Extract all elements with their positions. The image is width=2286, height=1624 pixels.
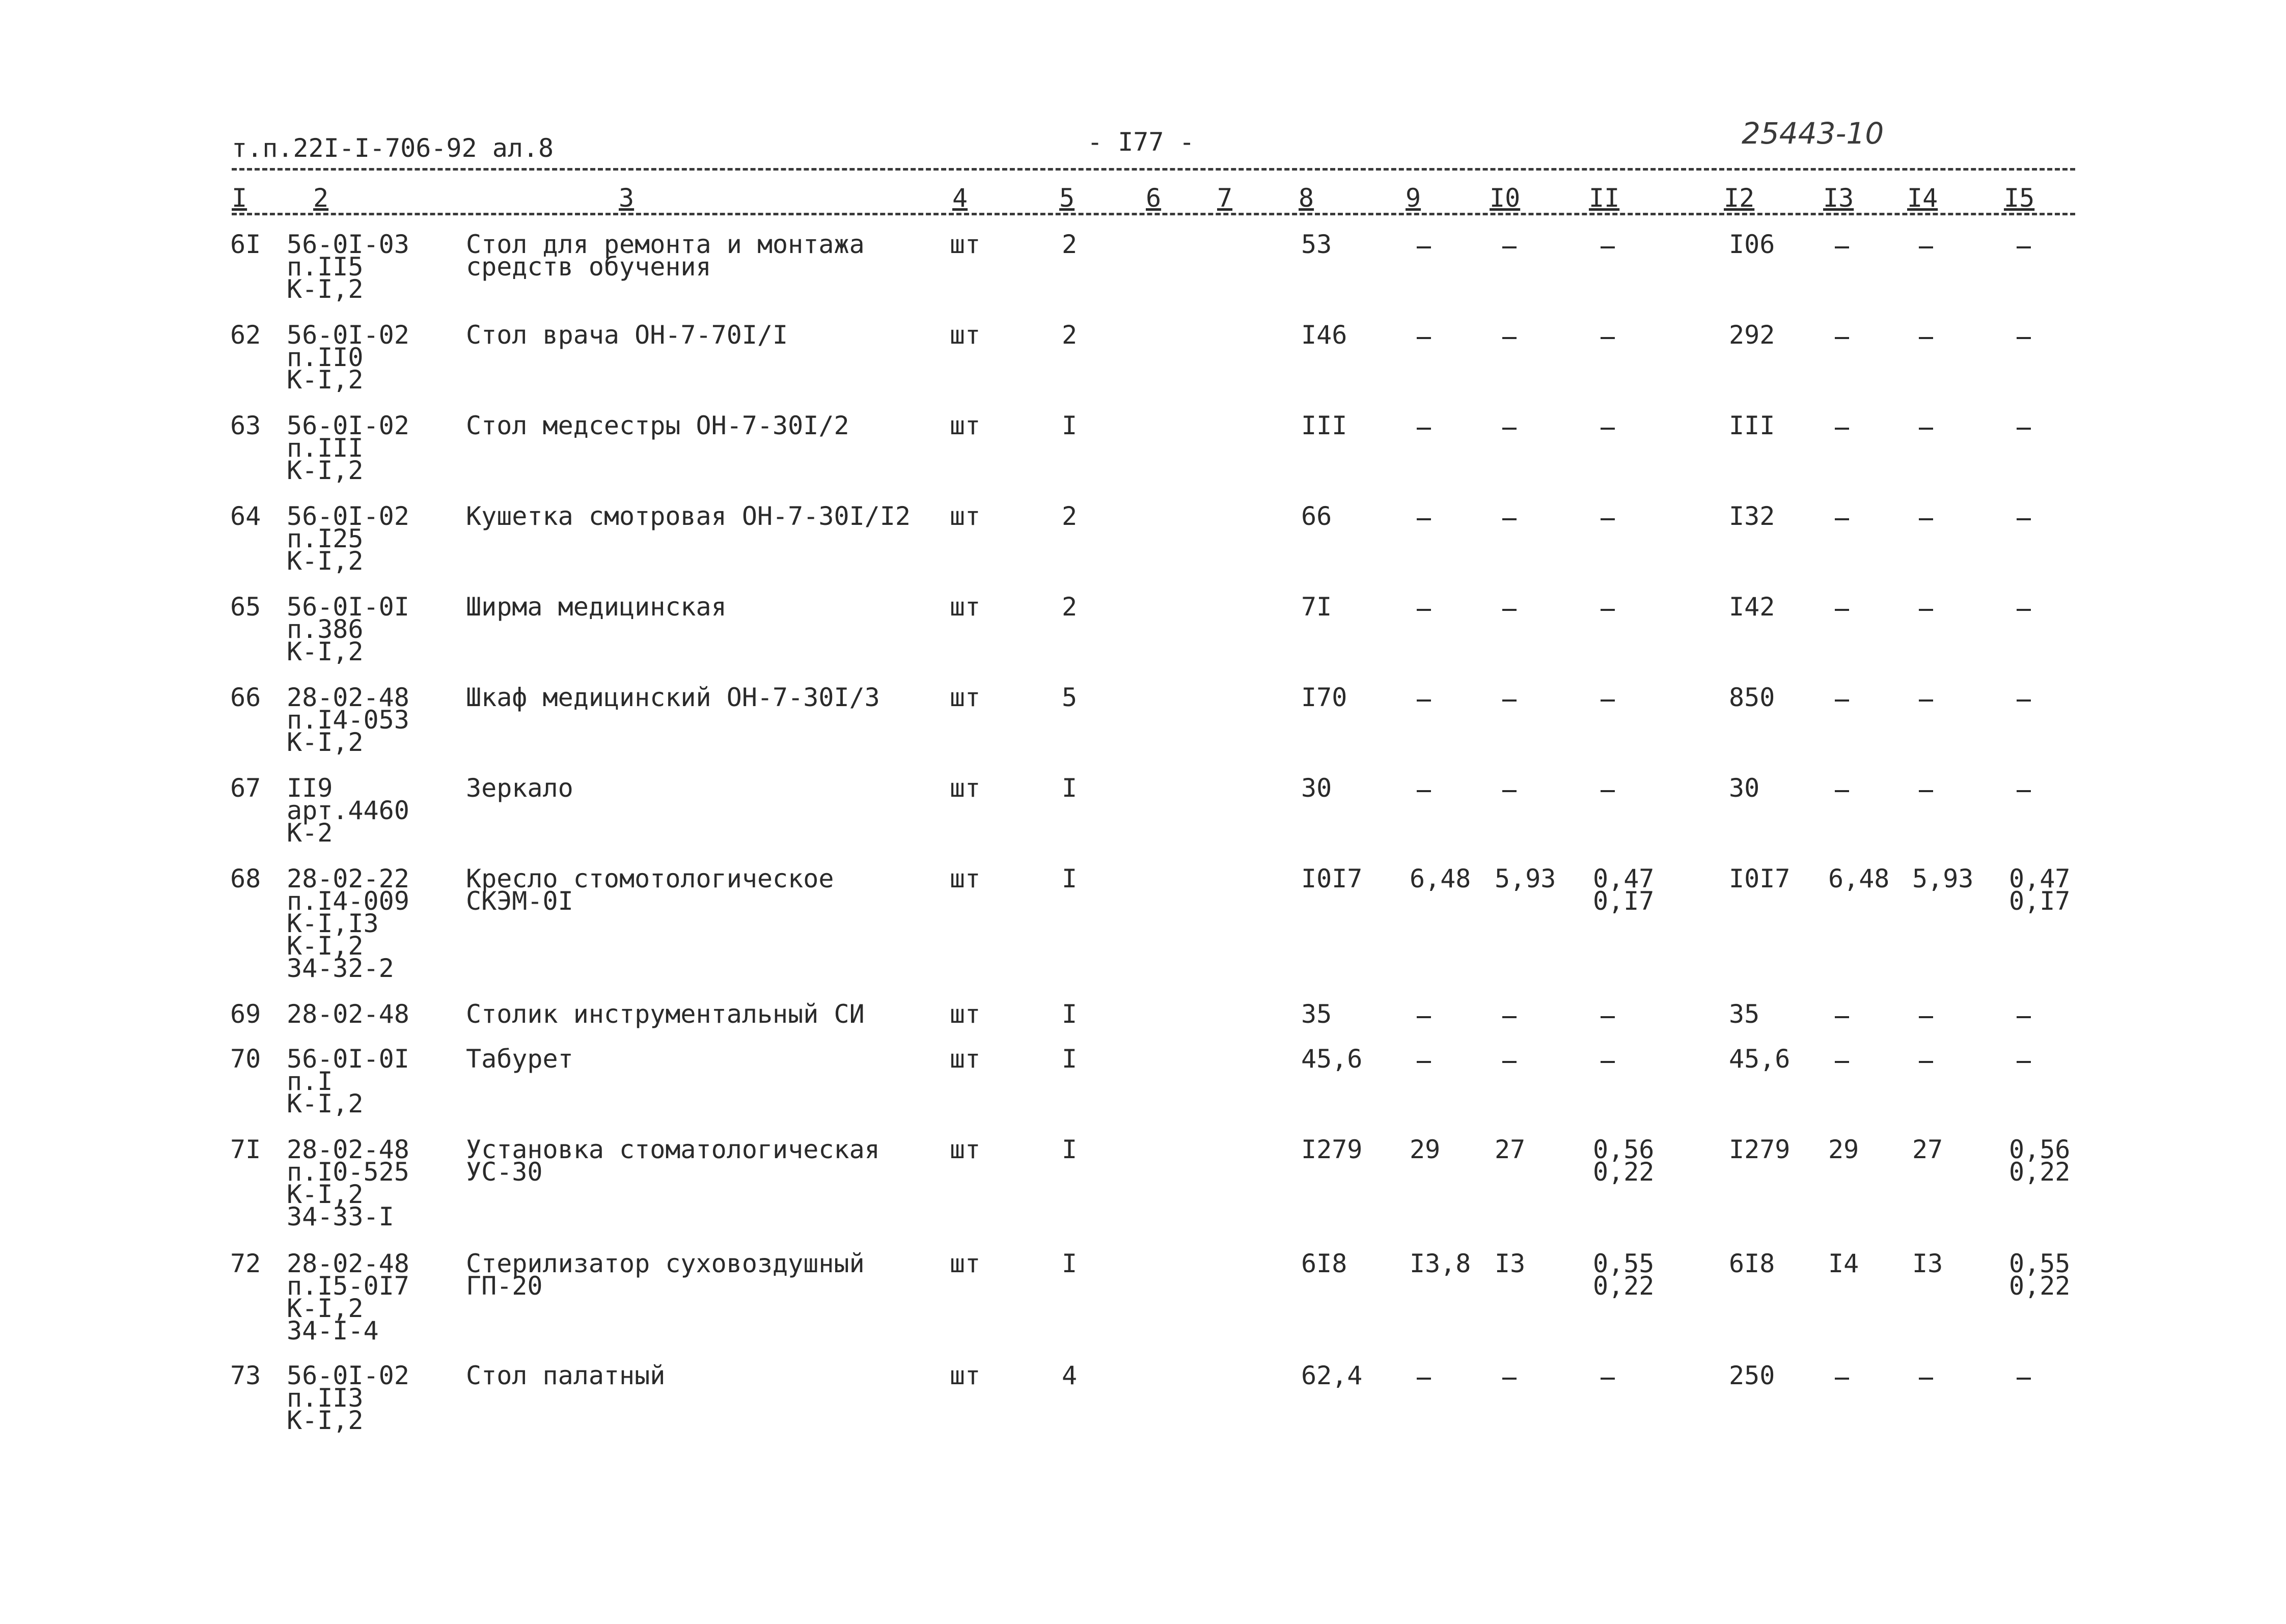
column-number-4: 4 (952, 183, 968, 213)
column-number-9: 9 (1406, 183, 1421, 213)
cell-unit: шт (950, 501, 981, 531)
empty-value-dash (1601, 1016, 1615, 1018)
empty-value-dash (1417, 790, 1431, 792)
cell-unit: шт (950, 773, 981, 803)
cell-c13: 6,48 (1828, 864, 1890, 893)
column-number-7: 7 (1217, 183, 1233, 213)
cell-c8: 45,6 (1301, 1044, 1363, 1074)
cell-qty: I (1062, 1249, 1078, 1278)
cell-code: 56-0I-0I п.I К-I,2 (287, 1044, 409, 1118)
cell-name: Столик инструментальный СИ (466, 999, 865, 1029)
empty-value-dash (1417, 1378, 1431, 1380)
cell-qty: 4 (1062, 1361, 1078, 1390)
cell-c12: 6I8 (1729, 1249, 1775, 1278)
cell-c12: III (1729, 411, 1775, 440)
cell-qty: I (1062, 773, 1078, 803)
empty-value-dash (1835, 337, 1849, 339)
empty-value-dash (1919, 609, 1933, 611)
cell-code: 56-0I-03 п.II5 К-I,2 (287, 230, 409, 304)
cell-code: 56-0I-0I п.386 К-I,2 (287, 592, 409, 666)
cell-unit: шт (950, 864, 981, 893)
empty-value-dash (1919, 790, 1933, 792)
empty-value-dash (1919, 518, 1933, 520)
cell-unit: шт (950, 592, 981, 622)
cell-unit: шт (950, 999, 981, 1029)
empty-value-dash (1502, 428, 1517, 430)
cell-name: Табурет (466, 1044, 573, 1074)
cell-qty: I (1062, 999, 1078, 1029)
empty-value-dash (1601, 1378, 1615, 1380)
page-number: - I77 - (1087, 127, 1195, 157)
cell-qty: I (1062, 1135, 1078, 1164)
cell-unit: шт (950, 320, 981, 350)
cell-name: Стол для ремонта и монтажа средств обучения (466, 230, 865, 282)
empty-value-dash (1601, 337, 1615, 339)
cell-code: 28-02-48 п.I4-053 К-I,2 (287, 683, 409, 757)
cell-c13: I4 (1828, 1249, 1859, 1278)
cell-c8: 66 (1301, 501, 1332, 531)
cell-c8: I279 (1301, 1135, 1363, 1164)
empty-value-dash (2017, 428, 2031, 430)
empty-value-dash (1417, 609, 1431, 611)
cell-name: Зеркало (466, 773, 573, 803)
cell-c14: 27 (1912, 1135, 1943, 1164)
empty-value-dash (1919, 1378, 1933, 1380)
cell-c12: 35 (1729, 999, 1760, 1029)
cell-c8: I70 (1301, 683, 1347, 712)
cell-no: 7I (230, 1135, 261, 1164)
empty-value-dash (1601, 699, 1615, 702)
cell-qty: 2 (1062, 230, 1078, 259)
cell-c13: 29 (1828, 1135, 1859, 1164)
empty-value-dash (1502, 1016, 1517, 1018)
empty-value-dash (1502, 337, 1517, 339)
column-number-8: 8 (1299, 183, 1314, 213)
empty-value-dash (1835, 428, 1849, 430)
cell-name: Установка стоматологическая УС-30 (466, 1135, 880, 1187)
cell-name: Кушетка смотровая ОН-7-30I/I2 (466, 501, 911, 531)
empty-value-dash (2017, 1016, 2031, 1018)
cell-c9: 29 (1410, 1135, 1441, 1164)
empty-value-dash (1919, 1061, 1933, 1063)
cell-c10: 27 (1495, 1135, 1526, 1164)
column-number-5: 5 (1059, 183, 1075, 213)
cell-unit: шт (950, 1044, 981, 1074)
column-number-11: II (1589, 183, 1620, 213)
cell-no: 70 (230, 1044, 261, 1074)
cell-c12: 292 (1729, 320, 1775, 350)
cell-c12: 30 (1729, 773, 1760, 803)
cell-c15: 0,47 0,I7 (2009, 864, 2071, 916)
cell-no: 68 (230, 864, 261, 893)
cell-c12: I0I7 (1729, 864, 1791, 893)
document-reference: т.п.22I-I-706-92 ал.8 (232, 133, 554, 163)
cell-no: 64 (230, 501, 261, 531)
empty-value-dash (1502, 1061, 1517, 1063)
empty-value-dash (1601, 246, 1615, 248)
cell-no: 62 (230, 320, 261, 350)
cell-code: 56-0I-02 п.II0 К-I,2 (287, 320, 409, 395)
empty-value-dash (1502, 790, 1517, 792)
column-number-12: I2 (1724, 183, 1755, 213)
cell-qty: 5 (1062, 683, 1078, 712)
cell-name: Шкаф медицинский ОН-7-30I/3 (466, 683, 880, 712)
column-number-10: I0 (1490, 183, 1521, 213)
cell-code: 28-02-48 (287, 999, 409, 1029)
empty-value-dash (2017, 1378, 2031, 1380)
handwritten-stamp-number: 25443-10 (1742, 116, 1884, 151)
cell-no: 73 (230, 1361, 261, 1390)
empty-value-dash (1417, 337, 1431, 339)
cell-code: II9 арт.4460 К-2 (287, 773, 409, 848)
cell-code: 28-02-48 п.I0-525 К-I,2 34-33-I (287, 1135, 409, 1231)
cell-unit: шт (950, 411, 981, 440)
empty-value-dash (1417, 699, 1431, 702)
cell-c11: 0,47 0,I7 (1593, 864, 1655, 916)
cell-name: Ширма медицинская (466, 592, 727, 622)
empty-value-dash (1417, 518, 1431, 520)
empty-value-dash (2017, 609, 2031, 611)
cell-unit: шт (950, 1249, 981, 1278)
cell-code: 56-0I-02 п.I25 К-I,2 (287, 501, 409, 576)
cell-c14: 5,93 (1912, 864, 1974, 893)
empty-value-dash (1835, 518, 1849, 520)
cell-c9: I3,8 (1410, 1249, 1471, 1278)
cell-unit: шт (950, 683, 981, 712)
empty-value-dash (1417, 428, 1431, 430)
empty-value-dash (2017, 1061, 2031, 1063)
cell-c8: 53 (1301, 230, 1332, 259)
cell-name: Стерилизатор суховоздушный ГП-20 (466, 1249, 865, 1301)
cell-c9: 6,48 (1410, 864, 1471, 893)
column-number-15: I5 (2004, 183, 2035, 213)
cell-c8: III (1301, 411, 1347, 440)
column-number-13: I3 (1823, 183, 1854, 213)
cell-no: 69 (230, 999, 261, 1029)
empty-value-dash (1919, 337, 1933, 339)
cell-qty: I (1062, 1044, 1078, 1074)
cell-c15: 0,56 0,22 (2009, 1135, 2071, 1187)
cell-c12: I42 (1729, 592, 1775, 622)
cell-code: 28-02-48 п.I5-0I7 К-I,2 34-I-4 (287, 1249, 409, 1346)
cell-c12: 250 (1729, 1361, 1775, 1390)
cell-c12: I279 (1729, 1135, 1791, 1164)
cell-c12: I32 (1729, 501, 1775, 531)
cell-c8: 30 (1301, 773, 1332, 803)
cell-c12: 45,6 (1729, 1044, 1791, 1074)
column-number-2: 2 (313, 183, 329, 213)
cell-c10: 5,93 (1495, 864, 1556, 893)
empty-value-dash (2017, 337, 2031, 339)
empty-value-dash (1417, 1016, 1431, 1018)
cell-qty: I (1062, 864, 1078, 893)
cell-unit: шт (950, 1135, 981, 1164)
cell-unit: шт (950, 230, 981, 259)
cell-c8: I0I7 (1301, 864, 1363, 893)
cell-c15: 0,55 0,22 (2009, 1249, 2071, 1301)
empty-value-dash (1601, 428, 1615, 430)
cell-no: 67 (230, 773, 261, 803)
cell-no: 65 (230, 592, 261, 622)
empty-value-dash (1417, 1061, 1431, 1063)
cell-name: Стол врача ОН-7-70I/I (466, 320, 788, 350)
empty-value-dash (1835, 1061, 1849, 1063)
cell-unit: шт (950, 1361, 981, 1390)
empty-value-dash (1919, 246, 1933, 248)
column-number-14: I4 (1907, 183, 1938, 213)
cell-c11: 0,56 0,22 (1593, 1135, 1655, 1187)
empty-value-dash (1601, 1061, 1615, 1063)
cell-c8: 6I8 (1301, 1249, 1347, 1278)
empty-value-dash (2017, 699, 2031, 702)
empty-value-dash (1502, 1378, 1517, 1380)
column-number-3: 3 (619, 183, 635, 213)
empty-value-dash (1502, 609, 1517, 611)
column-number-1: I (232, 183, 247, 213)
empty-value-dash (1919, 428, 1933, 430)
cell-c10: I3 (1495, 1249, 1526, 1278)
cell-no: 66 (230, 683, 261, 712)
cell-no: 63 (230, 411, 261, 440)
cell-c12: 850 (1729, 683, 1775, 712)
empty-value-dash (1919, 699, 1933, 702)
cell-qty: 2 (1062, 592, 1078, 622)
cell-c8: 62,4 (1301, 1361, 1363, 1390)
empty-value-dash (1835, 699, 1849, 702)
empty-value-dash (1601, 609, 1615, 611)
cell-qty: 2 (1062, 320, 1078, 350)
column-number-6: 6 (1146, 183, 1162, 213)
cell-c12: I06 (1729, 230, 1775, 259)
cell-c8: 7I (1301, 592, 1332, 622)
cell-code: 28-02-22 п.I4-009 К-I,I3 К-I,2 34-32-2 (287, 864, 409, 983)
empty-value-dash (2017, 790, 2031, 792)
empty-value-dash (1601, 790, 1615, 792)
cell-no: 72 (230, 1249, 261, 1278)
cell-name: Стол медсестры ОН-7-30I/2 (466, 411, 849, 440)
empty-value-dash (1502, 699, 1517, 702)
empty-value-dash (1835, 609, 1849, 611)
empty-value-dash (1502, 246, 1517, 248)
empty-value-dash (2017, 518, 2031, 520)
empty-value-dash (1502, 518, 1517, 520)
empty-value-dash (2017, 246, 2031, 248)
cell-qty: 2 (1062, 501, 1078, 531)
cell-name: Стол палатный (466, 1361, 666, 1390)
empty-value-dash (1417, 246, 1431, 248)
empty-value-dash (1835, 246, 1849, 248)
cell-qty: I (1062, 411, 1078, 440)
empty-value-dash (1835, 790, 1849, 792)
empty-value-dash (1835, 1016, 1849, 1018)
cell-name: Кресло стомотологическое СКЭМ-0I (466, 864, 834, 916)
empty-value-dash (1601, 518, 1615, 520)
cell-c14: I3 (1912, 1249, 1943, 1278)
cell-c11: 0,55 0,22 (1593, 1249, 1655, 1301)
empty-value-dash (1835, 1378, 1849, 1380)
cell-code: 56-0I-02 п.II3 К-I,2 (287, 1361, 409, 1435)
cell-code: 56-0I-02 п.III К-I,2 (287, 411, 409, 485)
cell-c8: I46 (1301, 320, 1347, 350)
empty-value-dash (1919, 1016, 1933, 1018)
cell-no: 6I (230, 230, 261, 259)
cell-c8: 35 (1301, 999, 1332, 1029)
